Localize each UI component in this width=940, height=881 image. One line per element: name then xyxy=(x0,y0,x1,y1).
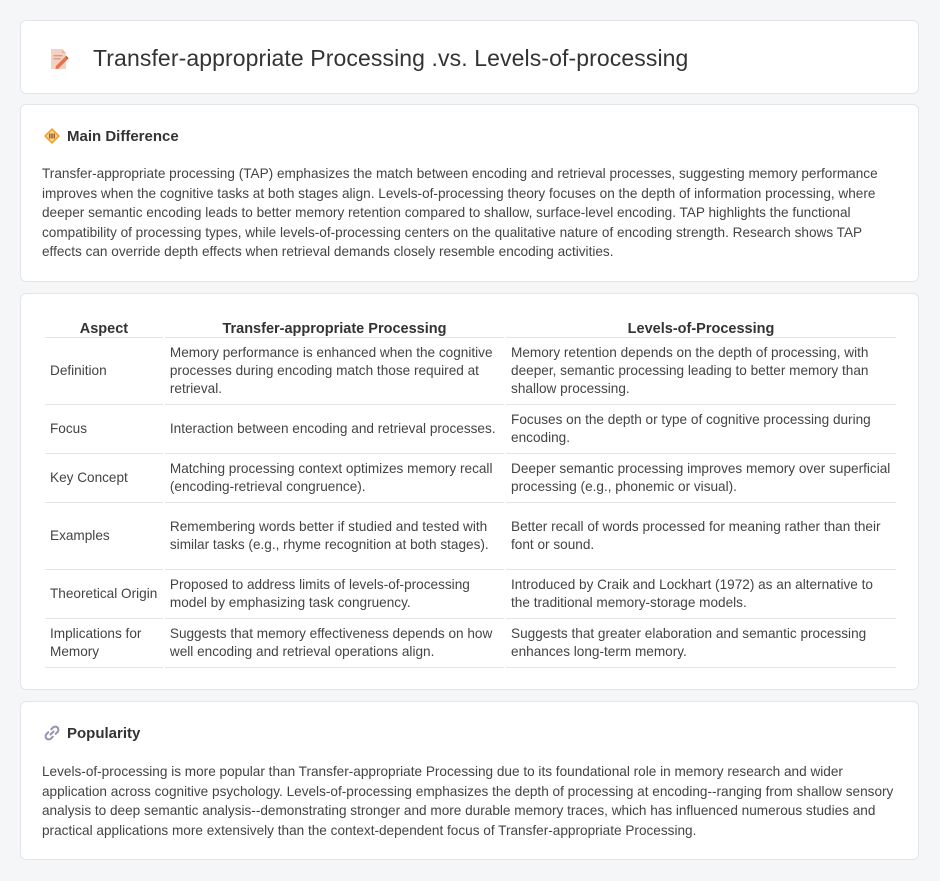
table-row xyxy=(45,503,896,570)
cell-aspect: Examples xyxy=(45,503,163,570)
title-card xyxy=(20,20,919,94)
cell-lop: Deeper semantic processing improves memory over superficial processing (e.g., phonemic or visual). xyxy=(506,454,896,503)
popularity-card xyxy=(20,701,919,860)
main-difference-title: Main Difference xyxy=(67,127,179,145)
cell-lop: Focuses on the depth or type of cognitive processing during encoding. xyxy=(506,405,896,454)
cell-lop: Introduced by Craik and Lockhart (1972) as an alternative to the traditional memory-storage models. xyxy=(506,570,896,619)
table-row xyxy=(45,405,896,454)
page-title: Transfer-appropriate Processing .vs. Levels-of-processing xyxy=(93,45,689,71)
main-difference-header xyxy=(43,127,179,145)
table-header-row xyxy=(45,316,896,338)
cell-tap: Matching processing context optimizes memory recall (encoding-retrieval congruence). xyxy=(165,454,504,503)
cell-aspect: Theoretical Origin xyxy=(45,570,163,619)
comparison-card xyxy=(20,293,919,690)
cell-lop: Better recall of words processed for meaning rather than their font or sound. xyxy=(506,503,896,570)
cell-tap: Interaction between encoding and retrieval processes. xyxy=(165,405,504,454)
table-row xyxy=(45,619,896,668)
cell-aspect: Key Concept xyxy=(45,454,163,503)
cell-lop: Memory retention depends on the depth of processing, with deeper, semantic processing leading to better memory than shallow processing. xyxy=(506,338,896,405)
table-row xyxy=(45,338,896,405)
table-row xyxy=(45,454,896,503)
popularity-text: Levels-of-processing is more popular than Transfer-appropriate Processing due to its foundational role in memory research and wider application across cognitive psychology. Levels-of-processing emphasizes the depth of processing at encoding--ranging from shallow sensory analysis to deep semantic analysis--demonstrating stronger and more durable memory traces, which has influenced numerous studies and practical applications more extensively than the context-dependent focus of Transfer-appropriate Processing. xyxy=(42,764,894,838)
table-row xyxy=(45,570,896,619)
link-icon xyxy=(43,724,61,742)
header-aspect: Aspect xyxy=(45,316,163,338)
title-bar xyxy=(47,45,688,72)
main-difference-card xyxy=(20,104,919,282)
cell-aspect: Focus xyxy=(45,405,163,454)
popularity-header xyxy=(43,724,140,742)
cell-aspect: Definition xyxy=(45,338,163,405)
cell-tap: Remembering words better if studied and tested with similar tasks (e.g., rhyme recognition at both stages). xyxy=(165,503,504,570)
header-tap: Transfer-appropriate Processing xyxy=(165,316,504,338)
cell-aspect: Implications for Memory xyxy=(45,619,163,668)
document-pencil-icon xyxy=(47,47,71,71)
popularity-title: Popularity xyxy=(67,724,141,742)
cell-tap: Suggests that memory effectiveness depends on how well encoding and retrieval operations align. xyxy=(165,619,504,668)
comparison-table xyxy=(43,316,898,668)
cell-tap: Proposed to address limits of levels-of-processing model by emphasizing task congruency. xyxy=(165,570,504,619)
diamond-warning-icon xyxy=(43,127,61,145)
main-difference-text: Transfer-appropriate processing (TAP) emphasizes the match between encoding and retrieval processes, suggesting memory performance improves when the cognitive tasks at both stages align. Levels-of-processing theory focuses on the depth of information processing, where deeper semantic encoding leads to better memory retention compared to shallow, surface-level encoding. TAP highlights the functional compatibility of processing types, while levels-of-processing centers on the qualitative nature of encoding strength. Research shows TAP effects can override depth effects when retrieval demands closely resemble encoding activities. xyxy=(42,166,878,260)
cell-tap: Memory performance is enhanced when the cognitive processes during encoding match those required at retrieval. xyxy=(165,338,504,405)
header-lop: Levels-of-Processing xyxy=(506,316,896,338)
cell-lop: Suggests that greater elaboration and semantic processing enhances long-term memory. xyxy=(506,619,896,668)
